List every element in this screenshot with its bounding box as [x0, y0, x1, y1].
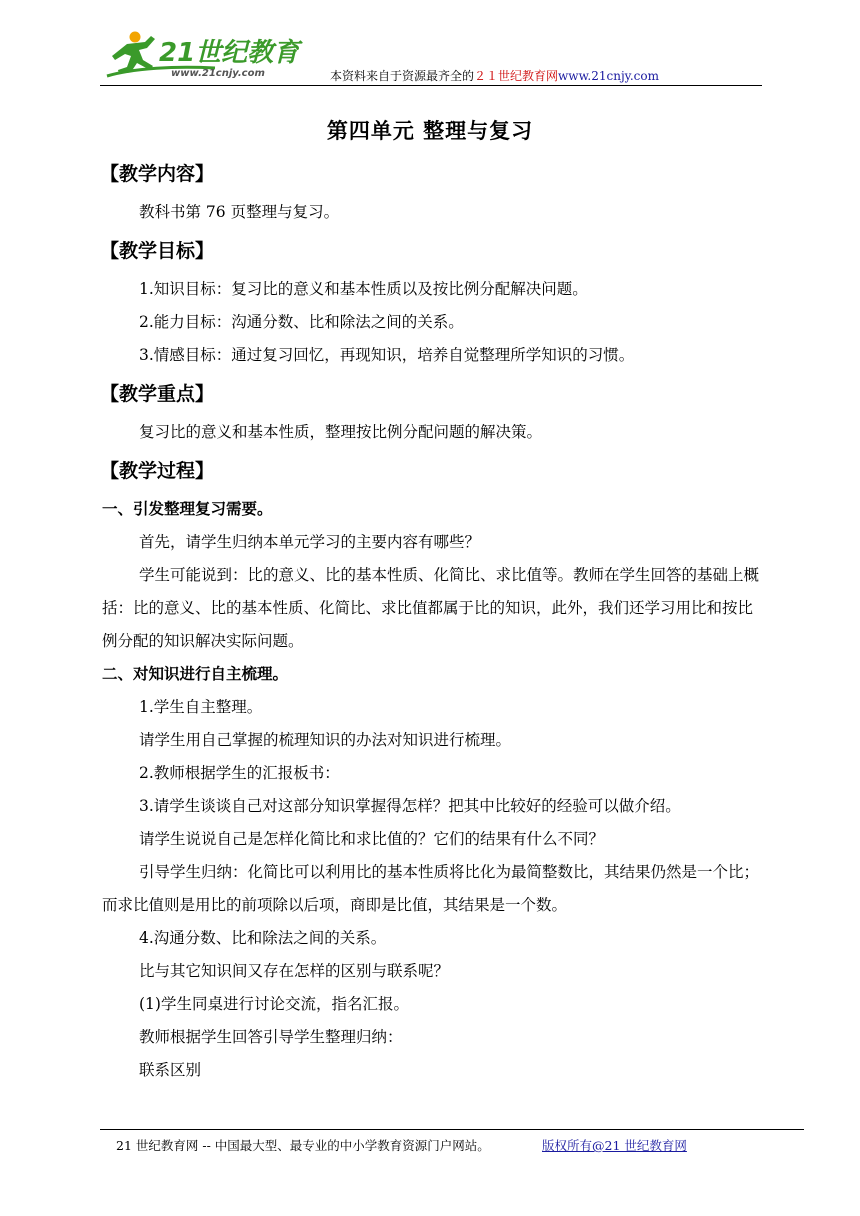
subheading-part-2: 二、对知识进行自主梳理。: [102, 665, 289, 683]
paragraph: 教师根据学生回答引导学生整理归纳：: [139, 1028, 403, 1046]
paragraph: 2.能力目标：沟通分数、比和除法之间的关系。: [139, 313, 464, 331]
paragraph: 3.情感目标：通过复习回忆，再现知识，培养自觉整理所学知识的习惯。: [139, 346, 635, 364]
header-note-brand: ２１世纪教育网: [474, 69, 559, 83]
paragraph: 教科书第 76 页整理与复习。: [139, 203, 340, 221]
paragraph: 学生可能说到：比的意义、比的基本性质、化简比、求比值等。教师在学生回答的基础上概括：比的意义、比的基本性质、化简比、求比值都属于比的知识，此外，我们还学习用比和按比例分配的知识解决实际问题。: [102, 566, 760, 650]
subheading-part-1: 一、引发整理复习需要。: [102, 500, 273, 518]
paragraph: 首先，请学生归纳本单元学习的主要内容有哪些？: [139, 533, 481, 551]
header-note-prefix: 本资料来自于资源最齐全的: [330, 69, 475, 83]
paragraph: 1.知识目标：复习比的意义和基本性质以及按比例分配解决问题。: [139, 280, 588, 298]
paragraph: 3.请学生谈谈自己对这部分知识掌握得怎样？把其中比较好的经验可以做介绍。: [139, 797, 681, 815]
header-note-url[interactable]: www.21cnjy.com: [558, 69, 659, 83]
paragraph: 请学生用自己掌握的梳理知识的办法对知识进行梳理。: [139, 731, 512, 749]
paragraph: 请学生说说自己是怎样化简比和求比值的？它们的结果有什么不同？: [139, 830, 605, 848]
logo-url: www.21cnjy.com: [171, 68, 265, 79]
header-note: [330, 67, 659, 84]
section-heading-focus: 【教学重点】: [100, 383, 215, 405]
paragraph: 1.学生自主整理。: [139, 698, 263, 716]
footer-text: 21 世纪教育网 -- 中国最大型、最专业的中小学教育资源门户网站。: [116, 1138, 490, 1153]
section-heading-objectives: 【教学目标】: [100, 240, 215, 262]
footer-copyright-link[interactable]: 版权所有@21 世纪教育网: [542, 1138, 687, 1153]
document-body: [102, 152, 762, 1087]
paragraph: 比与其它知识间又存在怎样的区别与联系呢？: [139, 962, 450, 980]
paragraph: 4.沟通分数、比和除法之间的关系。: [139, 929, 387, 947]
footer-divider: [100, 1129, 804, 1130]
header-divider: [100, 85, 762, 86]
paragraph: 复习比的意义和基本性质，整理按比例分配问题的解决策。: [139, 423, 543, 441]
logo-text: 21世纪教育: [159, 38, 300, 68]
paragraph: 联系区别: [139, 1061, 202, 1079]
section-heading-process: 【教学过程】: [100, 460, 215, 482]
site-logo: [105, 28, 315, 84]
paragraph: 引导学生归纳：化简比可以利用比的基本性质将比化为最简整数比，其结果仍然是一个比；而求比值则是用比的前项除以后项，商即是比值，其结果是一个数。: [102, 863, 760, 914]
page-title: 第四单元 整理与复习: [326, 119, 534, 143]
paragraph: (1)学生同桌进行讨论交流，指名汇报。: [139, 995, 409, 1013]
section-heading-content: 【教学内容】: [100, 163, 215, 185]
paragraph: 2.教师根据学生的汇报板书：: [139, 764, 340, 782]
